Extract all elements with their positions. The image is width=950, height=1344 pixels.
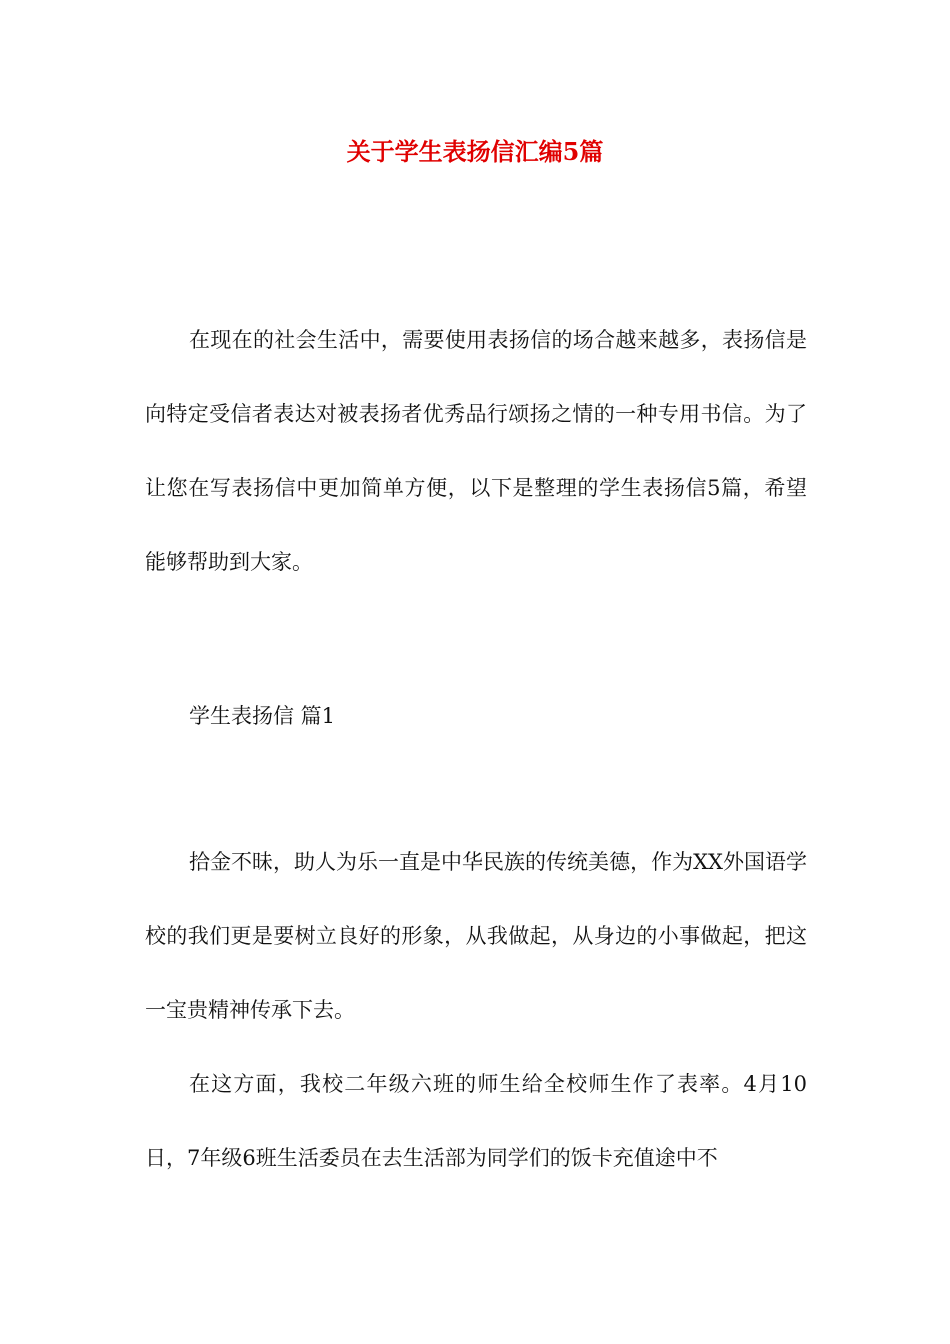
body-paragraph-2: 在这方面，我校二年级六班的师生给全校师生作了表率。4月10日，7年级6班生活委员在去生活部为同学们的饭卡充值途中不 <box>145 1072 807 1170</box>
document-title: 关于学生表扬信汇编5篇 <box>346 137 604 166</box>
body-paragraph-1: 拾金不昧，助人为乐一直是中华民族的传统美德，作为XX外国语学校的我们更是要树立良好的形象，从我做起，从身边的小事做起，把这一宝贵精神传承下去。 <box>145 850 807 1022</box>
intro-paragraph: 在现在的社会生活中，需要使用表扬信的场合越来越多，表扬信是向特定受信者表达对被表扬者优秀品行颂扬之情的一种专用书信。为了让您在写表扬信中更加简单方便，以下是整理的学生表扬信5篇，希望能够帮助到大家。 <box>145 328 807 574</box>
section-heading: 学生表扬信 篇1 <box>189 704 336 728</box>
